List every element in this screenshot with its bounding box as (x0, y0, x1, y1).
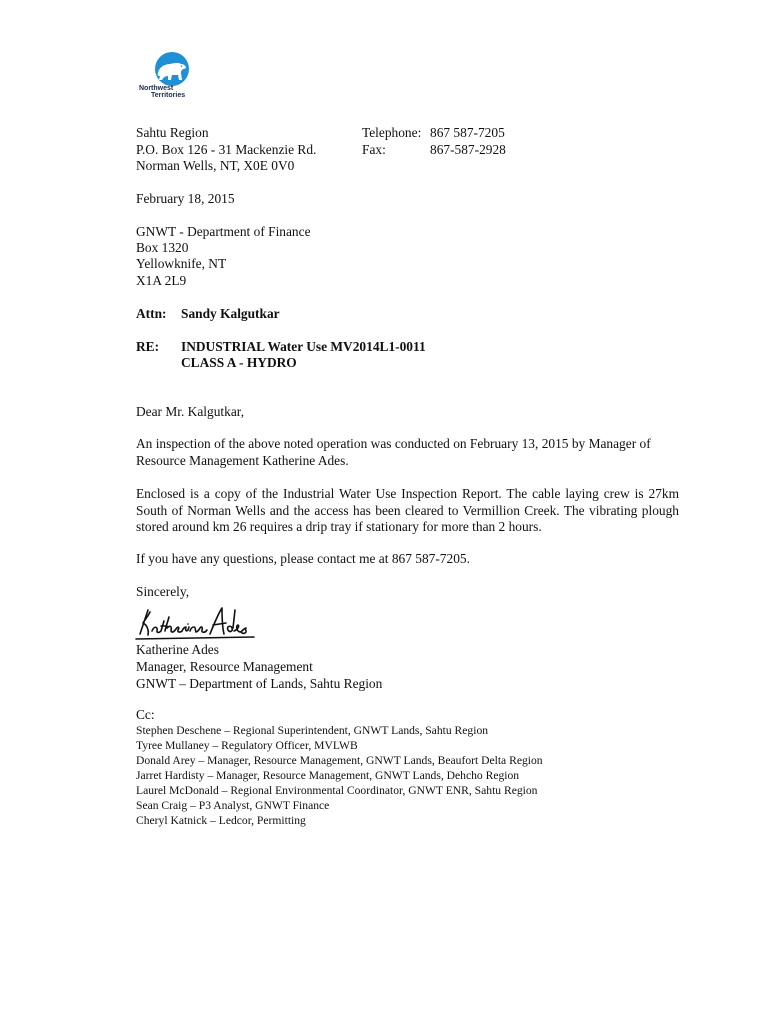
sender-address-2: Norman Wells, NT, X0E 0V0 (136, 158, 295, 173)
recipient-line-3: Yellowknife, NT (136, 256, 227, 271)
body-paragraph-2: Enclosed is a copy of the Industrial Water Use Inspection Report. The cable laying crew is 27km South of Norman Wells and the access has been cleared to Vermillion Creek. The vibrating plough stored around km 26 requires a drip tray if stationary for more than 2 hours. (136, 486, 679, 535)
sender-address-1: P.O. Box 126 - 31 Mackenzie Rd. (136, 142, 317, 157)
fax-label: Fax: (362, 142, 386, 157)
attn-name: Sandy Kalgutkar (181, 306, 280, 321)
handwritten-signature (134, 604, 256, 644)
signature-title: Manager, Resource Management (136, 659, 313, 674)
sender-region: Sahtu Region (136, 125, 209, 140)
closing: Sincerely, (136, 584, 190, 599)
letter-date: February 18, 2015 (136, 191, 235, 206)
attn-label: Attn: (136, 306, 167, 321)
signature-name: Katherine Ades (136, 642, 219, 657)
recipient-line-4: X1A 2L9 (136, 273, 187, 288)
cc-item: Laurel McDonald – Regional Environmental Coordinator, GNWT ENR, Sahtu Region (136, 784, 538, 797)
body-paragraph-1: An inspection of the above noted operation was conducted on February 13, 2015 by Manager of Resource Management Katherine Ades. (136, 436, 651, 468)
telephone-number: 867 587-7205 (430, 125, 505, 140)
re-line-1: INDUSTRIAL Water Use MV2014L1-0011 (181, 339, 426, 354)
fax-number: 867-587-2928 (430, 142, 506, 157)
cc-item: Jarret Hardisty – Manager, Resource Management, GNWT Lands, Dehcho Region (136, 769, 520, 782)
cc-item: Stephen Deschene – Regional Superintendent, GNWT Lands, Sahtu Region (136, 724, 489, 737)
logo-text-northwest: Northwest (139, 85, 174, 92)
cc-item: Tyree Mullaney – Regulatory Officer, MVLWB (136, 739, 358, 752)
cc-label: Cc: (136, 707, 155, 722)
signature-organization: GNWT – Department of Lands, Sahtu Region (136, 676, 383, 691)
re-label: RE: (136, 339, 160, 354)
cc-item: Donald Arey – Manager, Resource Management, GNWT Lands, Beaufort Delta Region (136, 754, 543, 767)
cc-item: Sean Craig – P3 Analyst, GNWT Finance (136, 799, 330, 812)
salutation: Dear Mr. Kalgutkar, (136, 404, 245, 419)
logo-text-territories: Territories (151, 92, 186, 99)
telephone-label: Telephone: (362, 125, 422, 140)
cc-item: Cheryl Katnick – Ledcor, Permitting (136, 814, 306, 827)
body-paragraph-3: If you have any questions, please contact me at 867 587-7205. (136, 551, 470, 566)
recipient-line-1: GNWT - Department of Finance (136, 224, 311, 239)
cc-list (136, 723, 543, 828)
recipient-line-2: Box 1320 (136, 240, 189, 255)
re-line-2: CLASS A - HYDRO (181, 355, 297, 370)
